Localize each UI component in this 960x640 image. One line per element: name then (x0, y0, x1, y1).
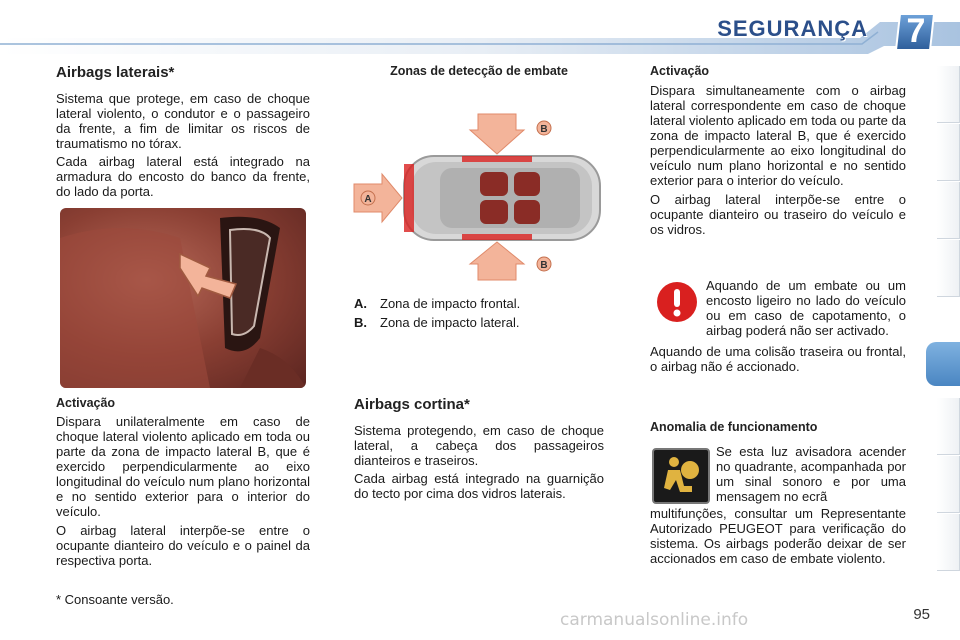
airbag-warning-light-icon (652, 448, 710, 504)
chapter-tabs (924, 66, 960, 576)
warning-text-1 (706, 278, 906, 338)
activation-text-right-2: O airbag lateral interpõe-se entre o ocupante dianteiro ou traseiro do veículo e os vidros. (650, 192, 906, 237)
activation-text-left: Dispara unilateralmente em caso de choque lateral violento aplicado em toda ou parte da zona de impacto lateral B, que é exercido perpendicularmente ao eixo longitudinal do veículo num plano horizontal e no sentido exterior para o interior do veículo. (56, 414, 310, 519)
side-airbags-heading: Airbags laterais* (56, 64, 175, 81)
warning-note (706, 278, 906, 338)
zone-label-b-top: B (540, 124, 548, 135)
malfunction-text-wrap (716, 444, 906, 504)
curtain-airbags-heading: Airbags cortina* (354, 396, 470, 413)
chapter-tab[interactable] (937, 66, 960, 123)
side-impact-zone-bottom (462, 234, 532, 240)
curtain-airbags-location: Cada airbag está integrado na guarnição do tecto por cima dos vidros laterais. (354, 471, 604, 501)
column-left (56, 60, 310, 199)
curtain-airbags-section (354, 396, 604, 501)
curtain-airbags-intro: Sistema protegendo, em caso de choque lateral, a cabeça dos passageiros dianteiros e traseiros. (354, 423, 604, 468)
section-title: SEGURANÇA (717, 16, 868, 41)
airbag-pictogram (654, 450, 708, 502)
malfunction-text-continued: multifunções, consultar um Representante Autorizado PEUGEOT para verificação do sistema. Os airbags poderão deixar de ser accionados em caso de embate violento. (650, 506, 906, 566)
chapter-tab[interactable] (937, 124, 960, 181)
legend-item (354, 313, 604, 332)
column-middle (354, 60, 604, 78)
watermark: carmanualsonline.info (560, 610, 749, 630)
chapter-tab-active[interactable] (926, 342, 960, 386)
impact-zones-heading: Zonas de detecção de embate (390, 64, 568, 78)
side-airbags-activation (56, 396, 310, 568)
legend-text: Zona de impacto lateral. (380, 315, 520, 330)
chapter-tab[interactable] (937, 182, 960, 239)
side-airbags-intro: Sistema que protege, em caso de choque lateral violento, o condutor e o passageiro da frente, a fim de limitar os riscos de traumatismo no tórax. (56, 91, 310, 151)
impact-zones-legend (354, 294, 604, 332)
warning-text-1-content: Aquando de um embate ou um encosto ligeiro no lado do veículo ou em caso de capotamento, o airbag poderá não ser activado. (706, 278, 906, 338)
legend-item (354, 294, 604, 313)
chapter-tab[interactable] (937, 240, 960, 297)
warning-note-2 (650, 344, 906, 374)
page-number: 95 (913, 606, 930, 623)
activation-text-right: Dispara simultaneamente com o airbag lateral correspondente em caso de choque lateral violento aplicado em toda ou parte da zona de impacto lateral B, que é exercido perpendicularmente ao eixo longitudinal do veículo num plano horizontal e no sentido exterior para o interior do veículo. (650, 83, 906, 188)
car-impact-zones-diagram (352, 108, 608, 284)
malfunction-text: Se esta luz avisadora acender no quadrante, acompanhada por um sinal sonoro e por uma mensagem no ecrã (716, 444, 906, 504)
chapter-tab[interactable] (937, 398, 960, 455)
footnote: * Consoante versão. (56, 592, 174, 607)
activation-text-left-2: O airbag lateral interpõe-se entre o ocupante dianteiro do veículo e o painel da respectiva porta. (56, 523, 310, 568)
warning-text-2: Aquando de uma colisão traseira ou frontal, o airbag não é accionado. (650, 344, 906, 374)
warning-exclamation-icon (656, 281, 698, 323)
side-impact-zone-top (462, 156, 532, 162)
malfunction-section (650, 420, 906, 434)
zone-label-a: A (364, 194, 372, 205)
column-right (650, 60, 906, 237)
zone-label-b-bottom: B (540, 260, 548, 271)
side-airbags-location: Cada airbag lateral está integrado na armadura do encosto do banco da frente, do lado da porta. (56, 154, 310, 199)
front-impact-zone (404, 164, 414, 232)
page-header (0, 0, 960, 60)
legend-key: A. (354, 296, 367, 311)
seat-illustration (60, 208, 306, 388)
malfunction-heading: Anomalia de funcionamento (650, 420, 818, 434)
activation-heading-left: Activação (56, 396, 116, 410)
chapter-tab[interactable] (937, 456, 960, 513)
legend-key: B. (354, 315, 367, 330)
activation-heading-right: Activação (650, 64, 710, 78)
seat-airbag-photo (60, 208, 306, 388)
legend-text: Zona de impacto frontal. (380, 296, 521, 311)
chapter-number: 7 (906, 12, 926, 50)
chapter-tab[interactable] (937, 514, 960, 571)
